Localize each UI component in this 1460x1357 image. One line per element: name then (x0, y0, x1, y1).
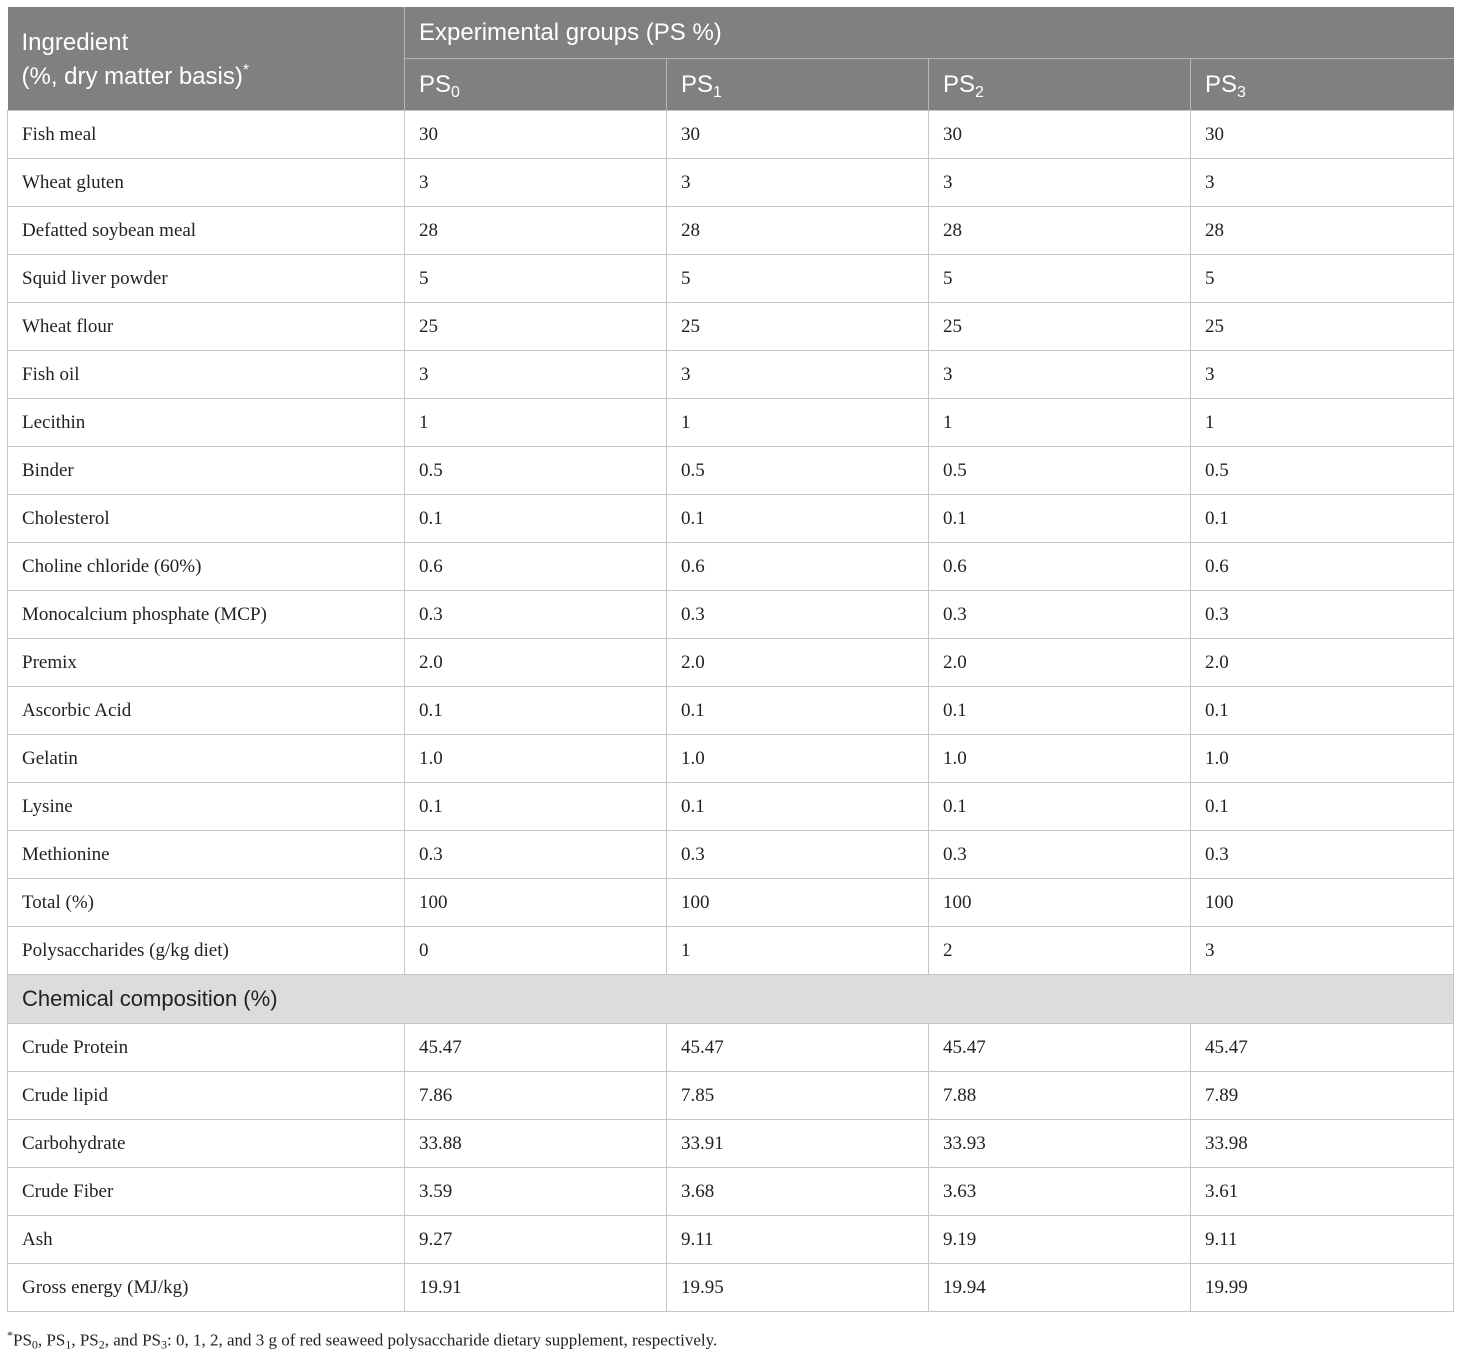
group-header-ps0: $PS_0$ (405, 59, 667, 111)
chemical-section-header (8, 975, 1454, 1024)
row-label: Fish oil (8, 351, 405, 399)
ingredient-row (8, 255, 1454, 303)
value-cell-ps0: 3.59 (405, 1168, 667, 1216)
value-cell-ps2: 0.3 (929, 831, 1191, 879)
ingredient-row (8, 111, 1454, 159)
footnote-mark: * (7, 1328, 13, 1342)
row-label: Methionine (8, 831, 405, 879)
ingredient-row (8, 399, 1454, 447)
value-cell-ps0: 3 (405, 351, 667, 399)
ingredient-row (8, 303, 1454, 351)
value-cell-ps3: 1.0 (1191, 735, 1454, 783)
value-cell-ps1: 0.1 (667, 495, 929, 543)
value-cell-ps1: 0.6 (667, 543, 929, 591)
ingredient-row (8, 735, 1454, 783)
value-cell-ps0: 2.0 (405, 639, 667, 687)
row-label: Defatted soybean meal (8, 207, 405, 255)
ingredient-row (8, 159, 1454, 207)
value-cell-ps3: 0.3 (1191, 591, 1454, 639)
value-cell-ps0: 28 (405, 207, 667, 255)
ingredient-row (8, 207, 1454, 255)
ingredient-header-line1: Ingredient (21, 28, 129, 56)
value-cell-ps2: 3 (929, 351, 1191, 399)
ingredient-row (8, 591, 1454, 639)
value-cell-ps1: 19.95 (667, 1264, 929, 1312)
row-label: Lecithin (8, 399, 405, 447)
value-cell-ps3: 28 (1191, 207, 1454, 255)
value-cell-ps3: 0.1 (1191, 783, 1454, 831)
ingredient-row (8, 831, 1454, 879)
row-label: Ascorbic Acid (8, 687, 405, 735)
value-cell-ps2: 1 (929, 399, 1191, 447)
ingredient-row (8, 879, 1454, 927)
row-label: Binder (8, 447, 405, 495)
value-cell-ps0: 0.3 (405, 831, 667, 879)
row-label: Fish meal (8, 111, 405, 159)
value-cell-ps0: 5 (405, 255, 667, 303)
row-label: Total (%) (8, 879, 405, 927)
value-cell-ps2: 9.19 (929, 1216, 1191, 1264)
value-cell-ps2: 0.6 (929, 543, 1191, 591)
footnote-text: : 0, 1, 2, and 3 g of red seaweed polysaccharide dietary supplement, respectively. (166, 1330, 718, 1350)
diet-composition-table (7, 7, 1454, 1312)
value-cell-ps2: 0.1 (929, 687, 1191, 735)
value-cell-ps3: 5 (1191, 255, 1454, 303)
value-cell-ps2: 3 (929, 159, 1191, 207)
value-cell-ps3: 1 (1191, 399, 1454, 447)
row-label: Gelatin (8, 735, 405, 783)
value-cell-ps2: 19.94 (929, 1264, 1191, 1312)
chemical-row (8, 1216, 1454, 1264)
ingredient-column-header (8, 7, 405, 111)
value-cell-ps2: 25 (929, 303, 1191, 351)
ingredient-row (8, 351, 1454, 399)
value-cell-ps3: 45.47 (1191, 1024, 1454, 1072)
row-label: Crude Fiber (8, 1168, 405, 1216)
group-header-ps3: $PS_3$ (1191, 59, 1454, 111)
value-cell-ps0: 45.47 (405, 1024, 667, 1072)
ingredient-row (8, 543, 1454, 591)
value-cell-ps0: 25 (405, 303, 667, 351)
value-cell-ps1: 45.47 (667, 1024, 929, 1072)
value-cell-ps0: 7.86 (405, 1072, 667, 1120)
value-cell-ps3: 0.1 (1191, 687, 1454, 735)
value-cell-ps3: 0.6 (1191, 543, 1454, 591)
value-cell-ps1: 33.91 (667, 1120, 929, 1168)
chemical-row (8, 1168, 1454, 1216)
ingredients-table-body (8, 111, 1454, 975)
value-cell-ps2: 2 (929, 927, 1191, 975)
value-cell-ps0: 19.91 (405, 1264, 667, 1312)
row-label: Gross energy (MJ/kg) (8, 1264, 405, 1312)
value-cell-ps3: 0.5 (1191, 447, 1454, 495)
chemical-row (8, 1072, 1454, 1120)
row-label: Polysaccharides (g/kg diet) (8, 927, 405, 975)
value-cell-ps1: 0.5 (667, 447, 929, 495)
row-label: Wheat gluten (8, 159, 405, 207)
value-cell-ps3: 2.0 (1191, 639, 1454, 687)
value-cell-ps3: 3.61 (1191, 1168, 1454, 1216)
ingredient-row (8, 927, 1454, 975)
value-cell-ps2: 33.93 (929, 1120, 1191, 1168)
value-cell-ps1: 0.1 (667, 783, 929, 831)
value-cell-ps3: 3 (1191, 159, 1454, 207)
value-cell-ps2: 0.5 (929, 447, 1191, 495)
value-cell-ps2: 45.47 (929, 1024, 1191, 1072)
value-cell-ps1: 0.1 (667, 687, 929, 735)
ingredient-header-line2: (%, dry matter basis) (21, 62, 243, 90)
row-label: Carbohydrate (8, 1120, 405, 1168)
row-label: Ash (8, 1216, 405, 1264)
value-cell-ps1: 3 (667, 351, 929, 399)
value-cell-ps3: 3 (1191, 927, 1454, 975)
value-cell-ps3: 0.1 (1191, 495, 1454, 543)
row-label: Premix (8, 639, 405, 687)
value-cell-ps1: 0.3 (667, 591, 929, 639)
value-cell-ps0: 0.1 (405, 687, 667, 735)
chemical-composition-title: Chemical composition (%) (8, 975, 1454, 1024)
value-cell-ps2: 2.0 (929, 639, 1191, 687)
ingredient-header-footnote-mark: * (242, 61, 250, 79)
value-cell-ps0: 1 (405, 399, 667, 447)
value-cell-ps1: 1.0 (667, 735, 929, 783)
value-cell-ps1: 9.11 (667, 1216, 929, 1264)
value-cell-ps1: 25 (667, 303, 929, 351)
table-footnote: $^*PS_0$, $PS_1$, $PS_2$, and $PS_3$: 0, 1, 2, and 3 g of red seaweed polysaccharide dietary supplement, respectively. (7, 1328, 718, 1352)
value-cell-ps0: 0.6 (405, 543, 667, 591)
value-cell-ps1: 0.3 (667, 831, 929, 879)
ingredient-row (8, 687, 1454, 735)
value-cell-ps2: 30 (929, 111, 1191, 159)
value-cell-ps0: 0 (405, 927, 667, 975)
chemical-row (8, 1024, 1454, 1072)
value-cell-ps0: 0.5 (405, 447, 667, 495)
value-cell-ps1: 100 (667, 879, 929, 927)
value-cell-ps0: 0.1 (405, 783, 667, 831)
chemical-row (8, 1264, 1454, 1312)
value-cell-ps0: 33.88 (405, 1120, 667, 1168)
row-label: Crude Protein (8, 1024, 405, 1072)
value-cell-ps1: 2.0 (667, 639, 929, 687)
value-cell-ps1: 1 (667, 399, 929, 447)
value-cell-ps2: 100 (929, 879, 1191, 927)
value-cell-ps0: 9.27 (405, 1216, 667, 1264)
value-cell-ps2: 1.0 (929, 735, 1191, 783)
value-cell-ps1: 7.85 (667, 1072, 929, 1120)
value-cell-ps2: 0.3 (929, 591, 1191, 639)
row-label: Crude lipid (8, 1072, 405, 1120)
value-cell-ps2: 28 (929, 207, 1191, 255)
value-cell-ps1: 30 (667, 111, 929, 159)
value-cell-ps3: 7.89 (1191, 1072, 1454, 1120)
row-label: Choline chloride (60%) (8, 543, 405, 591)
row-label: Cholesterol (8, 495, 405, 543)
value-cell-ps0: 30 (405, 111, 667, 159)
value-cell-ps0: 1.0 (405, 735, 667, 783)
value-cell-ps2: 3.63 (929, 1168, 1191, 1216)
value-cell-ps2: 5 (929, 255, 1191, 303)
value-cell-ps3: 30 (1191, 111, 1454, 159)
row-label: Wheat flour (8, 303, 405, 351)
value-cell-ps3: 9.11 (1191, 1216, 1454, 1264)
value-cell-ps1: 3 (667, 159, 929, 207)
value-cell-ps2: 0.1 (929, 495, 1191, 543)
value-cell-ps0: 0.1 (405, 495, 667, 543)
value-cell-ps0: 0.3 (405, 591, 667, 639)
value-cell-ps3: 33.98 (1191, 1120, 1454, 1168)
ingredient-row (8, 783, 1454, 831)
value-cell-ps0: 3 (405, 159, 667, 207)
value-cell-ps1: 5 (667, 255, 929, 303)
group-header-ps1: $PS_1$ (667, 59, 929, 111)
ingredient-row (8, 447, 1454, 495)
experimental-groups-header: Experimental groups (PS %) (405, 7, 1454, 59)
value-cell-ps3: 100 (1191, 879, 1454, 927)
value-cell-ps1: 1 (667, 927, 929, 975)
group-header-ps2: $PS_2$ (929, 59, 1191, 111)
row-label: Monocalcium phosphate (MCP) (8, 591, 405, 639)
row-label: Lysine (8, 783, 405, 831)
value-cell-ps2: 0.1 (929, 783, 1191, 831)
value-cell-ps3: 0.3 (1191, 831, 1454, 879)
value-cell-ps3: 25 (1191, 303, 1454, 351)
value-cell-ps3: 19.99 (1191, 1264, 1454, 1312)
value-cell-ps1: 28 (667, 207, 929, 255)
composition-table-container (7, 7, 1453, 1312)
table-header (8, 7, 1454, 111)
value-cell-ps1: 3.68 (667, 1168, 929, 1216)
ingredient-row (8, 639, 1454, 687)
ingredient-row (8, 495, 1454, 543)
row-label: Squid liver powder (8, 255, 405, 303)
value-cell-ps2: 7.88 (929, 1072, 1191, 1120)
chemical-table-body (8, 1024, 1454, 1312)
value-cell-ps3: 3 (1191, 351, 1454, 399)
chemical-row (8, 1120, 1454, 1168)
value-cell-ps0: 100 (405, 879, 667, 927)
